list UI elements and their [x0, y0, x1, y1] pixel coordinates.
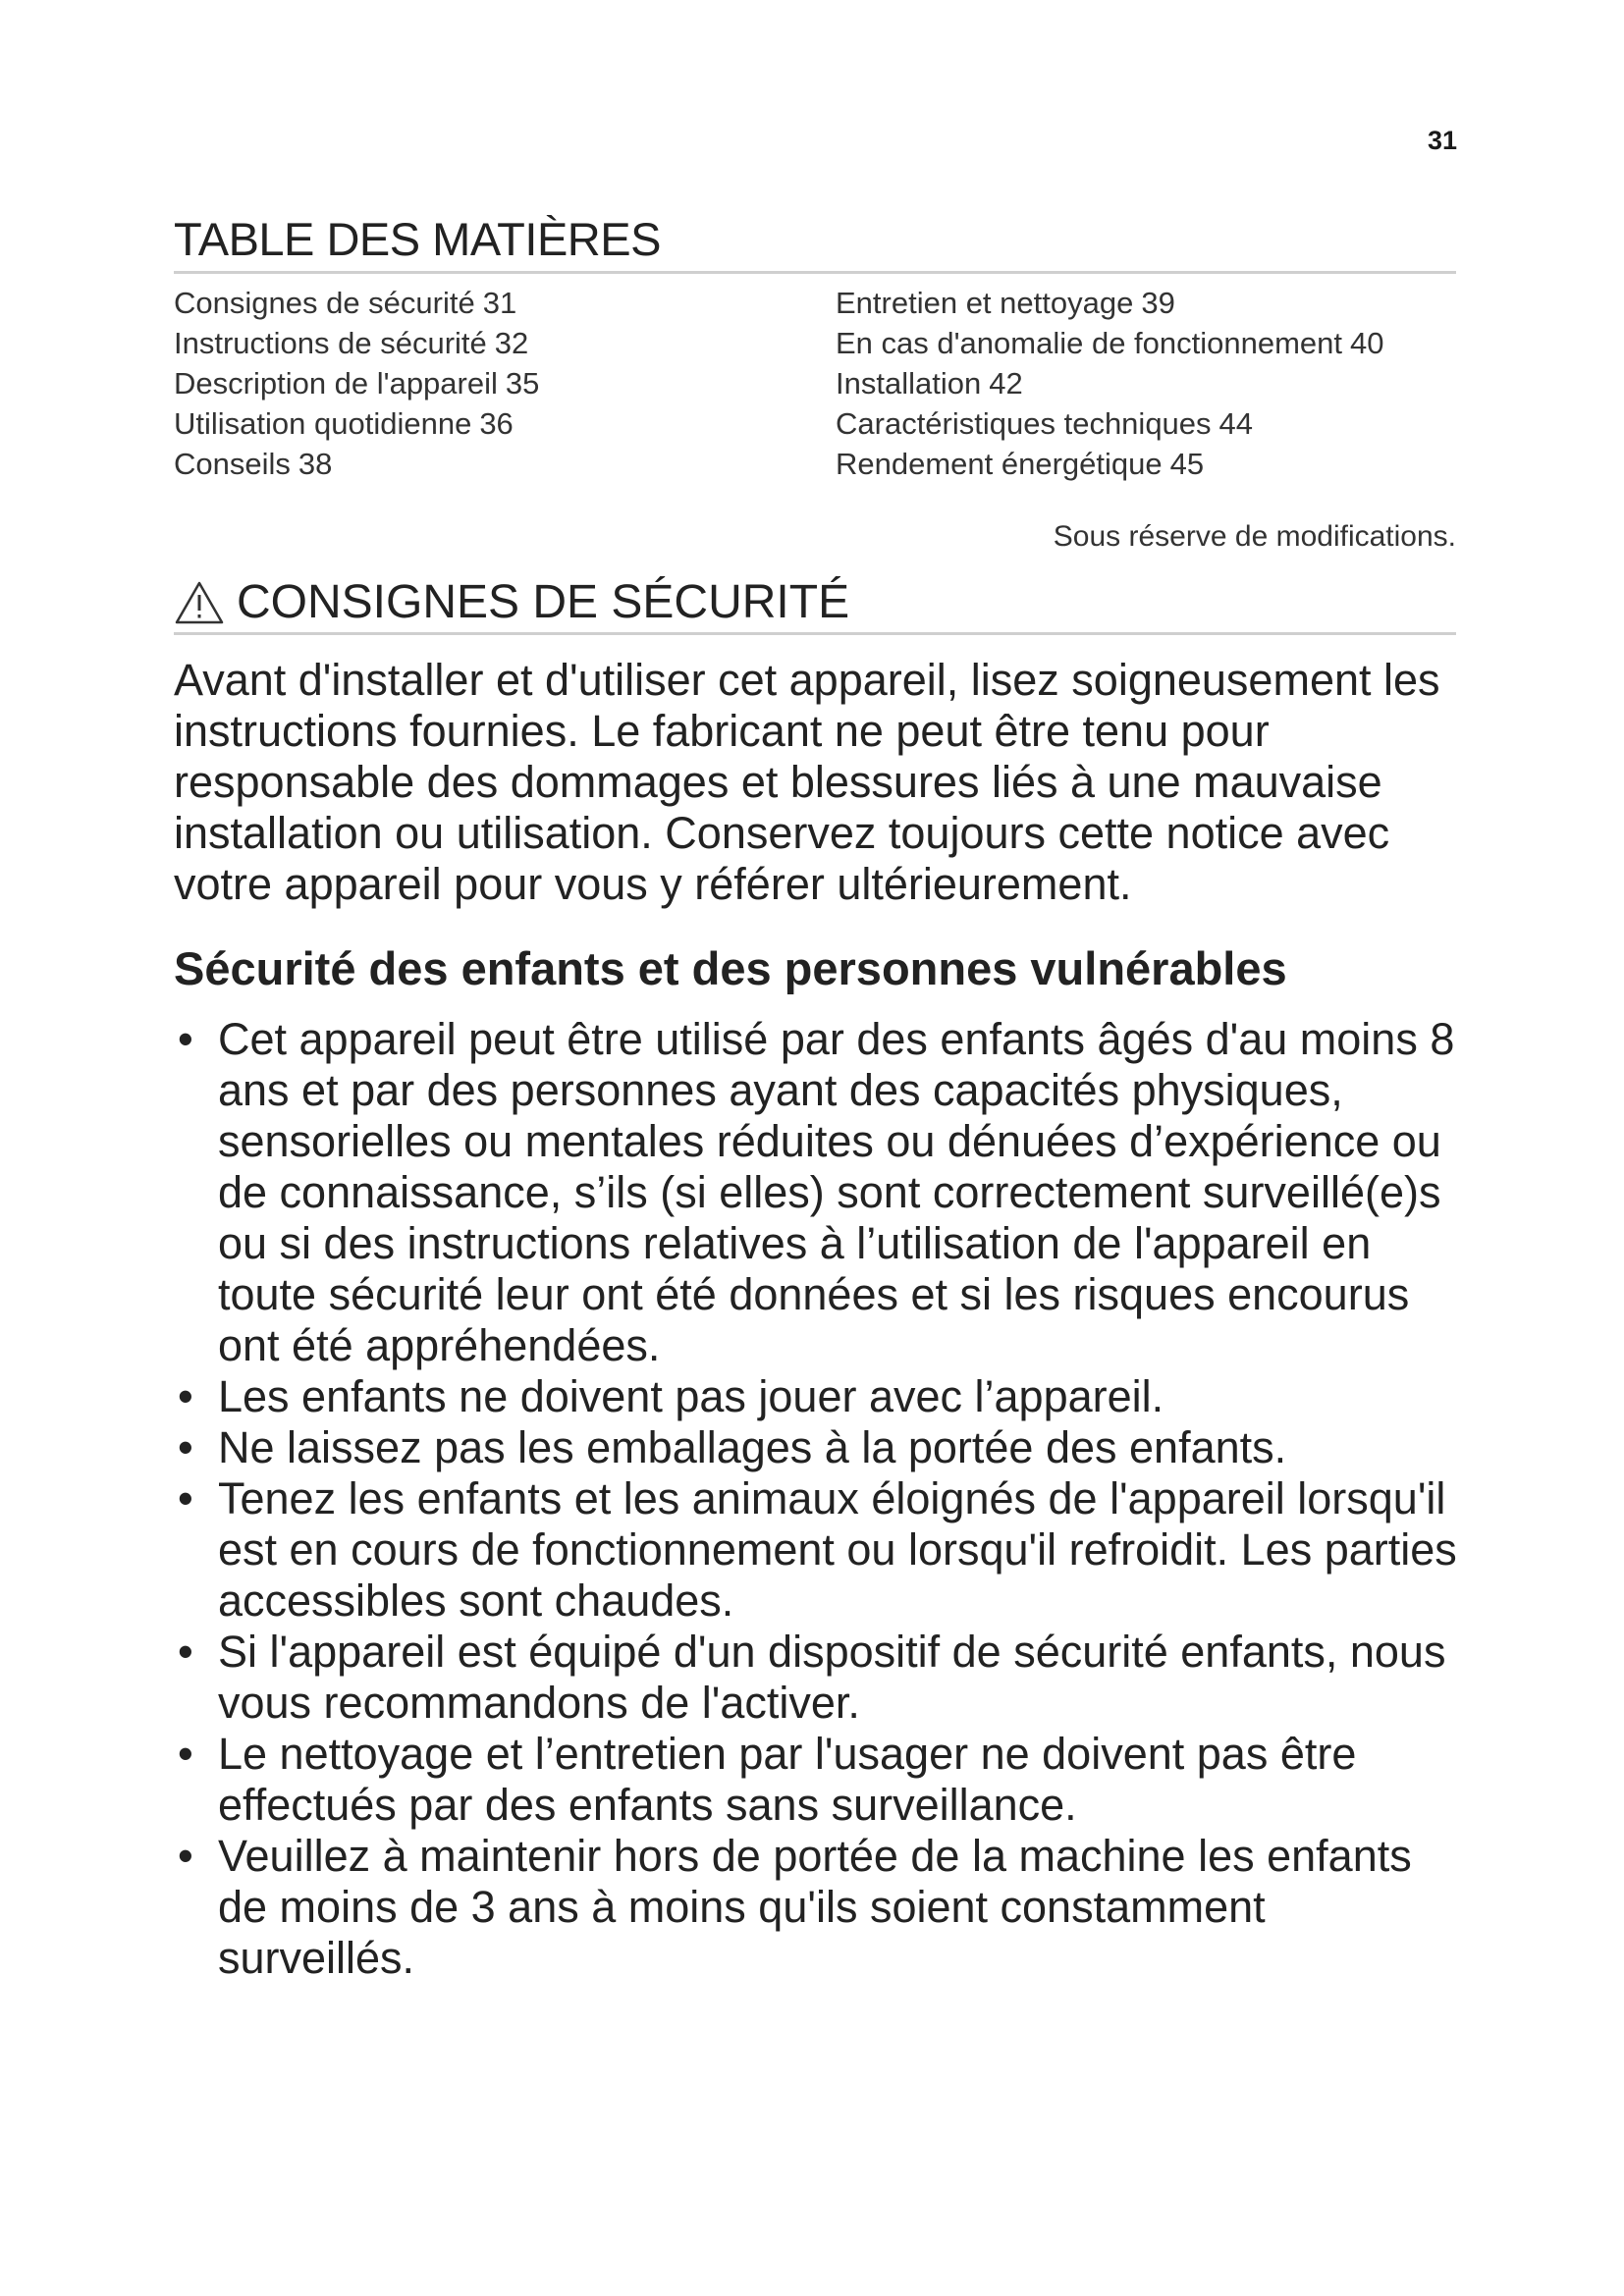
bullet-icon: •: [178, 1627, 193, 1677]
list-item: [174, 1831, 1460, 1984]
toc-item[interactable]: [836, 444, 1456, 484]
bullet-icon: •: [178, 1371, 193, 1421]
toc-item-page: 32: [494, 326, 529, 360]
page-number: 31: [1427, 126, 1457, 155]
list-item-text: Ne laissez pas les emballages à la portée des enfants.: [218, 1422, 1287, 1472]
toc-item[interactable]: [174, 323, 836, 363]
toc-item-label: Description de l'appareil: [174, 366, 498, 400]
list-item: [174, 1422, 1460, 1473]
reserve-note: Sous réserve de modifications.: [1053, 520, 1456, 553]
bullet-icon: •: [178, 1422, 193, 1472]
table-of-contents: [174, 283, 1456, 484]
bullet-icon: •: [178, 1014, 193, 1064]
children-safety-list: [174, 1014, 1460, 1984]
toc-item-label: Instructions de sécurité: [174, 326, 487, 360]
toc-item-page: 39: [1141, 286, 1175, 320]
toc-item-label: Entretien et nettoyage: [836, 286, 1134, 320]
toc-item-label: Conseils: [174, 447, 291, 481]
list-item: [174, 1473, 1460, 1627]
toc-item[interactable]: [174, 403, 836, 444]
toc-item-page: 38: [298, 447, 333, 481]
toc-item-label: En cas d'anomalie de fonctionnement: [836, 326, 1343, 360]
safety-title-text: CONSIGNES DE SÉCURITÉ: [237, 576, 850, 628]
toc-item[interactable]: [836, 363, 1456, 403]
toc-item[interactable]: [836, 283, 1456, 323]
children-safety-heading: Sécurité des enfants et des personnes vulnérables: [174, 942, 1287, 994]
list-item-text: Cet appareil peut être utilisé par des enfants âgés d'au moins 8 ans et par des personnes ayant des capacités physiques, sensorielles ou mentales réduites ou dénuées d’expérience ou de connaissance, s’ils (si elles) sont correctement surveillé(e)s ou si des instructions relatives à l’utilisation de l'appareil en toute sécurité leur ont été données et si les risques encourus ont été appréhendées.: [218, 1014, 1455, 1370]
list-item-text: Le nettoyage et l’entretien par l'usager ne doivent pas être effectués par des enfants sans surveillance.: [218, 1729, 1357, 1830]
toc-item[interactable]: [174, 363, 836, 403]
toc-item-label: Rendement énergétique: [836, 447, 1163, 481]
toc-item-label: Caractéristiques techniques: [836, 406, 1212, 441]
list-item: [174, 1627, 1460, 1729]
toc-column-left: [174, 283, 836, 484]
toc-item-page: 40: [1350, 326, 1384, 360]
toc-column-right: [836, 283, 1456, 484]
list-item: [174, 1729, 1460, 1831]
toc-item-page: 42: [989, 366, 1023, 400]
safety-divider: [174, 632, 1456, 635]
toc-item-page: 36: [479, 406, 514, 441]
toc-title: TABLE DES MATIÈRES: [174, 213, 661, 265]
safety-intro: Avant d'installer et d'utiliser cet appareil, lisez soigneusement les instructions fournies. Le fabricant ne peut être tenu pour responsable des dommages et blessures liés à une mauvaise installation ou utilisation. Conservez toujours cette notice avec votre appareil pour vous y référer ultérieurement.: [174, 655, 1440, 909]
list-item: [174, 1014, 1460, 1371]
toc-item-label: Consignes de sécurité: [174, 286, 475, 320]
safety-heading: [174, 575, 849, 629]
bullet-icon: •: [178, 1473, 193, 1523]
bullet-icon: •: [178, 1729, 193, 1779]
toc-item[interactable]: [836, 323, 1456, 363]
list-item-text: Si l'appareil est équipé d'un dispositif de sécurité enfants, nous vous recommandons de l'activer.: [218, 1627, 1446, 1728]
toc-item-page: 45: [1169, 447, 1205, 481]
list-item-text: Les enfants ne doivent pas jouer avec l’appareil.: [218, 1371, 1164, 1421]
toc-divider: [174, 271, 1456, 274]
toc-item-label: Installation: [836, 366, 982, 400]
list-item: [174, 1371, 1460, 1422]
toc-item-page: 44: [1218, 406, 1254, 441]
toc-item[interactable]: [174, 444, 836, 484]
toc-item[interactable]: [174, 283, 836, 323]
toc-item-page: 31: [482, 286, 517, 320]
toc-item-label: Utilisation quotidienne: [174, 406, 472, 441]
toc-item-page: 35: [505, 366, 540, 400]
warning-triangle-icon: [174, 580, 225, 625]
list-item-text: Veuillez à maintenir hors de portée de la machine les enfants de moins de 3 ans à moins qu'ils soient constamment surveillés.: [218, 1831, 1412, 1983]
list-item-text: Tenez les enfants et les animaux éloignés de l'appareil lorsqu'il est en cours de fonctionnement ou lorsqu'il refroidit. Les parties accessibles sont chaudes.: [218, 1473, 1457, 1626]
bullet-icon: •: [178, 1831, 193, 1881]
toc-item[interactable]: [836, 403, 1456, 444]
